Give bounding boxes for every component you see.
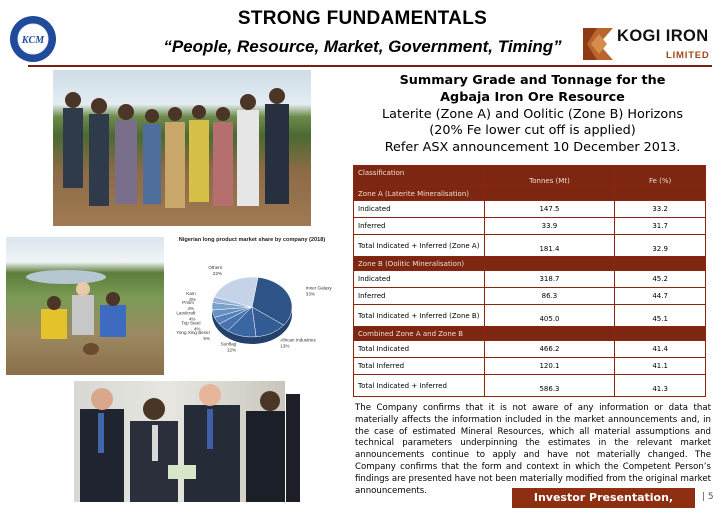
- table-row: [354, 375, 706, 397]
- fe-cell: 33.2: [615, 201, 706, 218]
- svg-text:KCM: KCM: [21, 35, 45, 46]
- kogi-iron-logo: [583, 26, 718, 62]
- fe-cell: 41.3: [615, 375, 706, 397]
- table-row: [354, 218, 706, 235]
- pie-value-label: 13%: [280, 343, 290, 349]
- field-photo: [6, 237, 164, 375]
- fe-cell: 41.4: [615, 341, 706, 358]
- pie-label: Landcraft: [176, 310, 196, 316]
- tonnes-cell: 318.7: [484, 271, 615, 288]
- pie-value-label: 4%: [188, 316, 196, 322]
- pie-label: Yong Xing Benin: [176, 329, 211, 335]
- fe-cell: 44.7: [615, 288, 706, 305]
- row-label: Total Indicated + Inferred (Zone A): [354, 235, 485, 257]
- table-row: [354, 271, 706, 288]
- footer-label: Investor Presentation, August 2020: [512, 488, 695, 508]
- table-row: [354, 201, 706, 218]
- summary-heading-line1: Summary Grade and Tonnage for the: [399, 73, 666, 88]
- section-label: Combined Zone A and Zone B: [354, 327, 485, 341]
- row-label: Inferred: [354, 218, 485, 235]
- tonnes-cell: 120.1: [484, 358, 615, 375]
- brand-sub: LIMITED: [666, 50, 710, 61]
- market-share-pie-chart: [166, 233, 338, 371]
- pie-value-label: 12%: [227, 347, 237, 353]
- summary-heading-line2: Agbaja Iron Ore Resource: [440, 89, 625, 105]
- pie-label: Inner Galaxy: [305, 285, 332, 291]
- summary-cutoff: (20% Fe lower cut off is applied): [429, 123, 636, 139]
- tonnes-cell: 466.2: [484, 341, 615, 358]
- column-header: Classification: [354, 166, 485, 187]
- row-label: Total Indicated + Inferred (Zone B): [354, 305, 485, 327]
- pie-value-label: 5%: [203, 335, 211, 341]
- chart-title: Nigerian long product market share by company (2018): [178, 237, 326, 243]
- summary-reference: Refer ASX announcement 10 December 2013.: [384, 140, 681, 156]
- fe-cell: 31.7: [615, 218, 706, 235]
- section-label: Zone B (Oolitic Mineralisation): [354, 257, 485, 271]
- row-label: Indicated: [354, 201, 485, 218]
- pie-label: Top Steel: [181, 320, 201, 326]
- table-row: [354, 288, 706, 305]
- chevron-mark-icon: [583, 26, 615, 62]
- section-label: Zone A (Laterite Mineralisation): [354, 187, 485, 201]
- summary-horizons: Laterite (Zone A) and Oolitic (Zone B) Horizons: [382, 106, 683, 122]
- group-photo: [53, 70, 311, 226]
- column-header: Tonnes (Mt): [484, 166, 615, 187]
- handshake-photo: [74, 381, 285, 502]
- section-row-zone-b: [354, 257, 706, 271]
- tonnes-cell: 86.3: [484, 288, 615, 305]
- photo-edge: [286, 394, 300, 502]
- page-subtitle: “People, Resource, Market, Government, Timing”: [163, 37, 562, 56]
- pie-label: Prism: [182, 299, 195, 305]
- row-label: Indicated: [354, 271, 485, 288]
- fe-cell: 32.9: [615, 235, 706, 257]
- tonnes-cell: 181.4: [484, 235, 615, 257]
- pie-value-label: 33%: [305, 291, 315, 297]
- resource-summary: [355, 73, 710, 157]
- row-label: Inferred: [354, 288, 485, 305]
- competent-person-statement: The Company confirms that it is not aware of any information or data that materially affects the information included in the market announcements and, in the case of estimated Mineral Resources, which all material assumptions and technical parameters underpinning the estimates in the relevant market announcements continue to apply and have not materially changed. The Company confirms that the form and context in which the Competent Person’s findings are presented have not been materially modified from the original market announcements.: [355, 403, 711, 496]
- table-row: [354, 305, 706, 327]
- pie-value-label: 4%: [193, 326, 201, 332]
- tonnes-cell: 586.3: [484, 375, 615, 397]
- page-title: STRONG FUNDAMENTALS: [237, 8, 488, 29]
- pie-label: African Industries: [280, 337, 316, 343]
- table-row: [354, 358, 706, 375]
- brand-name: KOGI IRON: [617, 27, 709, 45]
- table-header-row: [354, 166, 706, 187]
- resource-table: [353, 165, 706, 397]
- pie-label: Sunflag: [220, 341, 237, 347]
- row-label: Total Inferred: [354, 358, 485, 375]
- header-divider: [28, 65, 712, 67]
- pie-value-label: 3%: [189, 296, 196, 302]
- section-row-combined: [354, 327, 706, 341]
- tonnes-cell: 33.9: [484, 218, 615, 235]
- tonnes-cell: 147.5: [484, 201, 615, 218]
- row-label: Total Indicated + Inferred: [354, 375, 485, 397]
- section-row-zone-a: [354, 187, 706, 201]
- page-number: | 5: [702, 492, 714, 502]
- table-row: [354, 235, 706, 257]
- column-header: Fe (%): [615, 166, 706, 187]
- pie-label: Others: [208, 265, 223, 271]
- pie-label: Kam: [186, 290, 196, 296]
- fe-cell: 45.2: [615, 271, 706, 288]
- table-row: [354, 341, 706, 358]
- pie-value-label: 22%: [212, 271, 223, 277]
- tonnes-cell: 405.0: [484, 305, 615, 327]
- fe-cell: 45.1: [615, 305, 706, 327]
- row-label: Total Indicated: [354, 341, 485, 358]
- pie-value-label: 4%: [187, 305, 195, 311]
- fe-cell: 41.1: [615, 358, 706, 375]
